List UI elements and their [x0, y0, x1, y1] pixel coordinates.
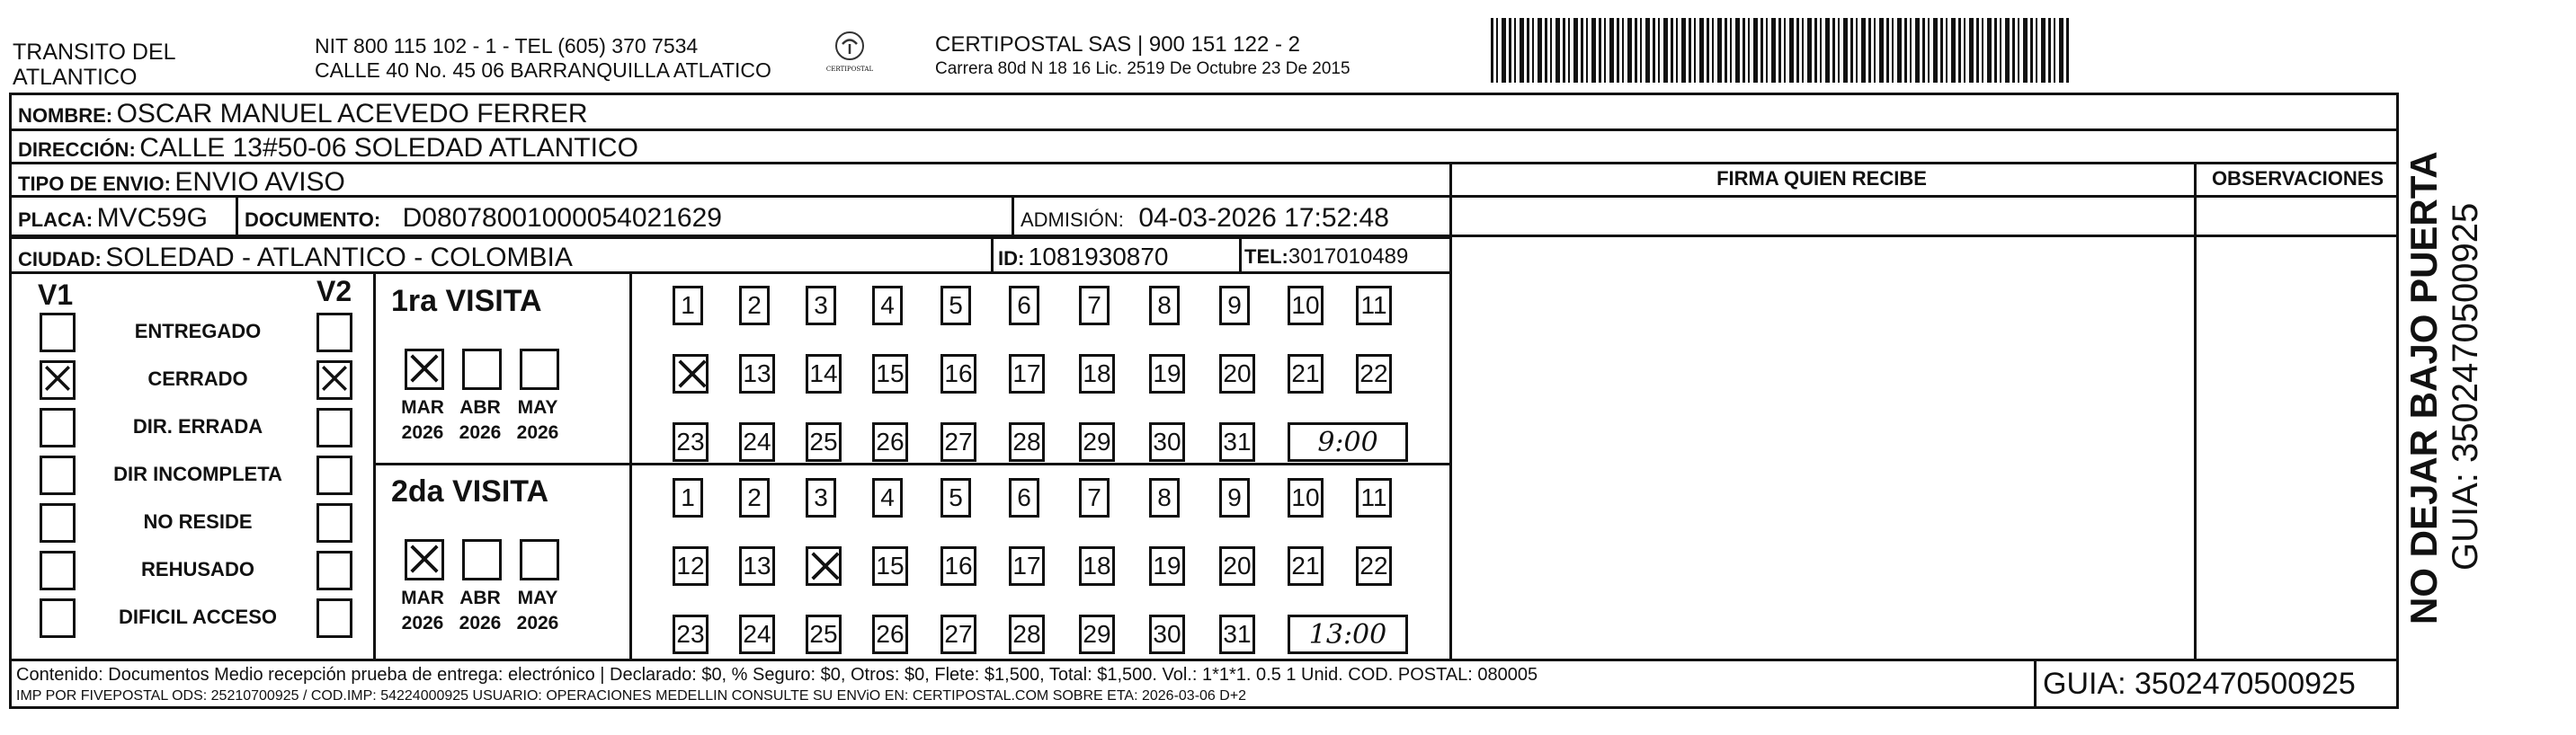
day-box[interactable]: [1009, 422, 1045, 462]
placa-cell: [18, 203, 208, 234]
day-number: 18: [1083, 359, 1111, 387]
day-box[interactable]: [806, 546, 842, 586]
issuer-nit: NIT 800 115 102 - 1 - TEL (605) 370 7534: [315, 34, 699, 58]
placa-label: PLACA:: [18, 208, 94, 231]
v1-checkbox[interactable]: [40, 408, 76, 447]
day-number: 19: [1153, 552, 1181, 580]
day-number: 26: [876, 428, 905, 456]
day-number: 2: [747, 483, 762, 511]
day-number: 15: [876, 359, 905, 387]
day-box[interactable]: [1219, 422, 1255, 462]
day-box[interactable]: [1219, 478, 1250, 518]
day-number: 31: [1223, 428, 1252, 456]
day-box[interactable]: [806, 422, 842, 462]
day-number: 8: [1157, 483, 1172, 511]
day-box[interactable]: [1219, 546, 1255, 586]
v2-checkbox[interactable]: [316, 503, 352, 543]
x-mark-icon: [407, 542, 441, 576]
day-number: 6: [1017, 483, 1031, 511]
status-label: CERRADO: [147, 368, 248, 390]
day-number: 3: [814, 483, 828, 511]
day-number: 17: [1012, 552, 1041, 580]
side-text: [2402, 85, 2492, 624]
col-divider: [1449, 162, 1452, 659]
month-checkbox[interactable]: [462, 349, 502, 390]
handwritten-time: 9:00: [1317, 426, 1378, 458]
v2-checkbox[interactable]: [316, 551, 352, 590]
col-divider: [2194, 162, 2197, 659]
day-box[interactable]: [872, 546, 908, 586]
day-box[interactable]: [673, 546, 709, 586]
tipo-value: ENVIO AVISO: [174, 167, 345, 197]
day-box[interactable]: [872, 615, 908, 654]
day-number: 7: [1087, 291, 1101, 319]
day-box[interactable]: [1079, 546, 1115, 586]
row-divider: [1449, 195, 2399, 198]
day-box[interactable]: [673, 354, 709, 394]
status-label: DIFICIL ACCESO: [118, 606, 277, 628]
nombre-value: OSCAR MANUEL ACEVEDO FERRER: [116, 99, 588, 128]
day-box[interactable]: [673, 615, 709, 654]
month-label: MAR: [401, 588, 444, 608]
status-label: ENTREGADO: [134, 320, 262, 342]
day-number: 7: [1087, 483, 1101, 511]
day-box[interactable]: [1079, 615, 1115, 654]
day-number: 5: [949, 291, 963, 319]
footer-guia: GUIA: 3502470500925: [2043, 667, 2356, 701]
year-label: 2026: [516, 422, 559, 443]
day-box[interactable]: [1009, 286, 1039, 325]
day-box[interactable]: [673, 478, 703, 518]
day-box[interactable]: [806, 286, 836, 325]
day-box[interactable]: [1219, 615, 1255, 654]
day-box[interactable]: [940, 354, 976, 394]
day-box[interactable]: [1009, 546, 1045, 586]
col-divider: [629, 274, 632, 659]
col-divider: [236, 198, 238, 237]
day-number: 23: [676, 620, 705, 648]
day-number: 10: [1291, 483, 1320, 511]
year-label: 2026: [459, 422, 502, 443]
documento-cell: [245, 203, 722, 234]
day-number: 17: [1012, 359, 1041, 387]
day-box[interactable]: [872, 354, 908, 394]
issuer-line-1: TRANSITO DEL: [13, 40, 176, 65]
day-box[interactable]: [1219, 354, 1255, 394]
day-box[interactable]: [1356, 546, 1392, 586]
footer-print-info: IMP POR FIVEPOSTAL ODS: 25210700925 / COD.IMP: 54224000925 USUARIO: OPERACIONES MEDELLIN CONSULTE SU ENViO EN: CERTIPOSTAL.COM SOBRE ETA: 2026-03-06 D+2: [16, 688, 1247, 704]
x-mark-icon: [319, 363, 350, 394]
v2-label: V2: [316, 275, 352, 307]
day-box[interactable]: [872, 422, 908, 462]
firma-header: FIRMA QUIEN RECIBE: [1716, 167, 1927, 190]
id-cell: [998, 243, 1169, 271]
month-label: ABR: [459, 588, 501, 608]
day-number: 26: [876, 620, 905, 648]
day-box[interactable]: [1079, 286, 1110, 325]
month-label: MAR: [401, 397, 444, 418]
month-checkbox[interactable]: [520, 539, 559, 580]
documento-label: DOCUMENTO:: [245, 208, 381, 231]
day-number: 22: [1359, 359, 1388, 387]
documento-value: D08078001000054021629: [402, 203, 722, 233]
day-number: 21: [1291, 359, 1320, 387]
admision-value: 04-03-2026 17:52:48: [1138, 203, 1389, 233]
day-box[interactable]: [1079, 354, 1115, 394]
row-divider: [9, 659, 2399, 661]
day-number: 1: [681, 291, 695, 319]
second-visit-title: 2da VISITA: [391, 474, 549, 509]
placa-value: MVC59G: [96, 203, 208, 233]
day-number: 31: [1223, 620, 1252, 648]
tel-label: TEL:: [1244, 245, 1288, 268]
x-mark-icon: [407, 351, 441, 385]
day-box[interactable]: [872, 478, 903, 518]
day-number: 21: [1291, 552, 1320, 580]
day-box[interactable]: [1009, 478, 1039, 518]
day-number: 25: [809, 428, 838, 456]
row-divider: [9, 237, 1449, 239]
day-number: 24: [743, 428, 771, 456]
day-box[interactable]: [1149, 286, 1180, 325]
first-visit-title: 1ra VISITA: [391, 284, 542, 318]
tipo-row: [18, 167, 345, 198]
v1-label: V1: [38, 279, 74, 311]
day-box[interactable]: [1288, 478, 1324, 518]
day-box[interactable]: [1356, 354, 1392, 394]
direccion-row: [18, 133, 638, 164]
day-number: 5: [949, 483, 963, 511]
x-mark-icon: [42, 363, 73, 394]
day-box[interactable]: [1149, 478, 1180, 518]
month-label: MAY: [517, 397, 558, 418]
day-number: 20: [1223, 359, 1252, 387]
day-number: 20: [1223, 552, 1252, 580]
col-divider: [2034, 659, 2037, 709]
day-box[interactable]: [940, 422, 976, 462]
v1-checkbox[interactable]: [40, 456, 76, 495]
day-number: 27: [944, 428, 973, 456]
day-box[interactable]: [1288, 546, 1324, 586]
day-box[interactable]: [940, 615, 976, 654]
day-box[interactable]: [739, 478, 770, 518]
no-dejar-warning: NO DEJAR BAJO PUERTA: [2402, 151, 2445, 624]
day-box[interactable]: [1356, 478, 1392, 518]
day-number: 19: [1153, 359, 1181, 387]
carrier-license: Carrera 80d N 18 16 Lic. 2519 De Octubre 23 De 2015: [935, 59, 1350, 78]
month-checkbox[interactable]: [462, 539, 502, 580]
day-box[interactable]: [872, 286, 903, 325]
ciudad-label: CIUDAD:: [18, 248, 102, 270]
day-box[interactable]: [673, 422, 709, 462]
status-label: DIR INCOMPLETA: [113, 463, 282, 485]
day-box[interactable]: [739, 615, 775, 654]
observaciones-header: OBSERVACIONES: [2211, 167, 2384, 190]
day-number: 27: [944, 620, 973, 648]
id-label: ID:: [998, 247, 1025, 270]
issuer-line-2: ATLANTICO: [13, 65, 138, 90]
day-box[interactable]: [1149, 615, 1185, 654]
day-number: 9: [1227, 291, 1242, 319]
day-number: 11: [1360, 291, 1387, 319]
issuer-name: [13, 40, 176, 90]
day-number: 25: [809, 620, 838, 648]
day-box[interactable]: [1009, 354, 1045, 394]
day-box[interactable]: [673, 286, 703, 325]
status-label: REHUSADO: [141, 558, 254, 580]
day-number: 13: [743, 552, 771, 580]
day-number: 10: [1291, 291, 1320, 319]
v2-checkbox[interactable]: [316, 313, 352, 352]
status-label: DIR. ERRADA: [132, 415, 263, 438]
day-number: 4: [880, 291, 895, 319]
x-mark-icon: [808, 549, 842, 583]
day-box[interactable]: [739, 546, 775, 586]
day-number: 24: [743, 620, 771, 648]
carrier-logo: [814, 31, 886, 83]
day-number: 18: [1083, 552, 1111, 580]
day-box[interactable]: [1079, 422, 1115, 462]
time-box[interactable]: [1288, 422, 1408, 462]
carrier-logo-text: CERTIPOSTAL: [825, 66, 874, 73]
day-number: 29: [1083, 428, 1111, 456]
day-number: 6: [1017, 291, 1031, 319]
status-label: NO RESIDE: [143, 510, 253, 533]
day-box[interactable]: [739, 354, 775, 394]
day-box[interactable]: [1356, 286, 1392, 325]
nombre-row: [18, 99, 588, 129]
barcode: [1491, 18, 2071, 83]
day-number: 14: [809, 359, 838, 387]
day-box[interactable]: [1149, 546, 1185, 586]
v1-checkbox[interactable]: [40, 503, 76, 543]
ciudad-cell: [18, 243, 573, 273]
day-number: 29: [1083, 620, 1111, 648]
id-value: 1081930870: [1028, 243, 1169, 270]
admision-cell: [1021, 203, 1389, 234]
v2-checkbox[interactable]: [316, 598, 352, 638]
x-mark-icon: [675, 357, 709, 391]
row-divider: [373, 463, 1449, 465]
day-number: 1: [681, 483, 695, 511]
day-number: 28: [1012, 428, 1041, 456]
admision-label: ADMISIÓN:: [1021, 208, 1124, 231]
carrier-name: CERTIPOSTAL SAS | 900 151 122 - 2: [935, 32, 1300, 57]
nombre-label: NOMBRE:: [18, 104, 113, 127]
day-number: 9: [1227, 483, 1242, 511]
v1-checkbox[interactable]: [40, 313, 76, 352]
day-box[interactable]: [739, 286, 770, 325]
side-guia: GUIA: 3502470500925: [2446, 202, 2485, 571]
day-number: 30: [1153, 428, 1181, 456]
v1-checkbox[interactable]: [40, 598, 76, 638]
day-box[interactable]: [806, 615, 842, 654]
day-box[interactable]: [940, 546, 976, 586]
handwritten-time: 13:00: [1308, 618, 1387, 651]
day-number: 16: [944, 359, 973, 387]
day-number: 13: [743, 359, 771, 387]
day-box[interactable]: [940, 478, 971, 518]
year-label: 2026: [459, 613, 502, 633]
time-box[interactable]: [1288, 615, 1408, 654]
day-number: 3: [814, 291, 828, 319]
day-box[interactable]: [1009, 615, 1045, 654]
col-divider: [1012, 198, 1014, 237]
day-box[interactable]: [1288, 354, 1324, 394]
month-checkbox[interactable]: [405, 539, 444, 580]
day-box[interactable]: [806, 478, 836, 518]
day-number: 30: [1153, 620, 1181, 648]
day-number: 28: [1012, 620, 1041, 648]
day-number: 8: [1157, 291, 1172, 319]
day-number: 15: [876, 552, 905, 580]
direccion-label: DIRECCIÓN:: [18, 138, 136, 161]
month-checkbox[interactable]: [405, 349, 444, 390]
day-number: 11: [1360, 483, 1387, 511]
day-box[interactable]: [739, 422, 775, 462]
tel-cell: [1244, 244, 1408, 270]
v2-checkbox[interactable]: [316, 408, 352, 447]
day-number: 4: [880, 483, 895, 511]
tipo-label: TIPO DE ENVIO:: [18, 173, 171, 195]
ciudad-value: SOLEDAD - ATLANTICO - COLOMBIA: [105, 243, 573, 272]
year-label: 2026: [401, 613, 444, 633]
v1-checkbox[interactable]: [40, 360, 76, 400]
day-number: 12: [676, 552, 705, 580]
day-box[interactable]: [1149, 422, 1185, 462]
col-divider: [991, 239, 994, 271]
month-label: ABR: [459, 397, 501, 418]
carrier-logo-icon: [832, 31, 868, 61]
v2-checkbox[interactable]: [316, 456, 352, 495]
day-box[interactable]: [806, 354, 842, 394]
year-label: 2026: [516, 613, 559, 633]
col-divider: [1239, 239, 1242, 271]
col-divider: [373, 274, 376, 659]
day-number: 2: [747, 291, 762, 319]
tel-value: 3017010489: [1288, 244, 1409, 269]
day-number: 16: [944, 552, 973, 580]
day-number: 22: [1359, 552, 1388, 580]
day-box[interactable]: [1219, 286, 1250, 325]
year-label: 2026: [401, 422, 444, 443]
issuer-info: [315, 34, 771, 83]
day-box[interactable]: [1149, 354, 1185, 394]
direccion-value: CALLE 13#50-06 SOLEDAD ATLANTICO: [139, 133, 638, 163]
day-number: 23: [676, 428, 705, 456]
issuer-address: CALLE 40 No. 45 06 BARRANQUILLA ATLATICO: [315, 58, 771, 82]
v1-checkbox[interactable]: [40, 551, 76, 590]
day-box[interactable]: [940, 286, 971, 325]
day-box[interactable]: [1079, 478, 1110, 518]
month-checkbox[interactable]: [520, 349, 559, 390]
v2-checkbox[interactable]: [316, 360, 352, 400]
footer-content: Contenido: Documentos Medio recepción prueba de entrega: electrónico | Declarado: $0, % Seguro: $0, Otros: $0, Flete: $1,500, Total: $1,500. Vol.: 1*1*1. 0.5 1 Unid. COD. POSTAL: 080005: [16, 665, 1538, 685]
month-label: MAY: [517, 588, 558, 608]
day-box[interactable]: [1288, 286, 1324, 325]
carrier-info: [935, 32, 1350, 81]
